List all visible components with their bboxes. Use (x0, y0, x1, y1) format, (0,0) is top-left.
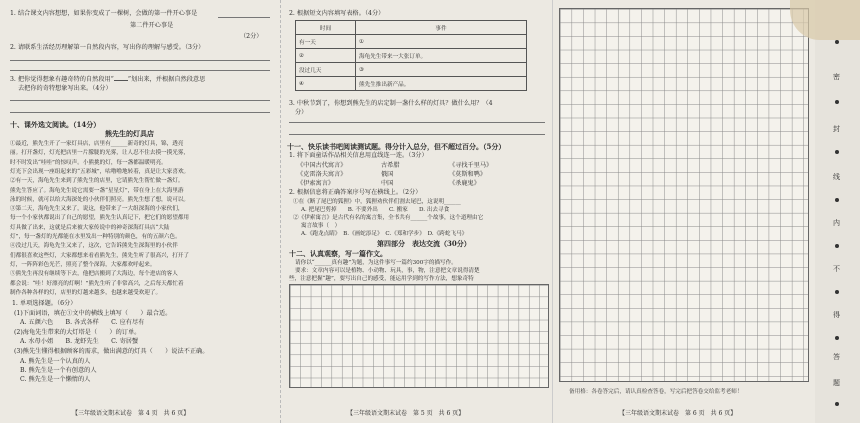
mc-section-title: 1. 单项选择题。（6分） (12, 300, 77, 307)
mc-question-1: (1)下面词语，填在①文中的横线上填写（ ）最合适。 (14, 310, 172, 317)
page-footer: 【三年级语文期末试卷 第 5 页 共 6 页】 (347, 410, 465, 417)
passage-line: 都会说：“哇！好漂亮的灯啊！”熊先生听了非常高兴，之后每天都忙着 (10, 280, 184, 287)
passage-line: 时不时发出“哇哇”的惊叹声。小熊挑的灯，每一盏都温暖明亮。 (10, 159, 167, 166)
answer-line[interactable] (289, 134, 545, 135)
check-note: 备用格：各卷答完后，请认真检查答卷，写完后把答卷交给监考老师！ (569, 389, 743, 395)
question-3: 3. 把你觉得想象有趣奇特的自然段用“ ”划出来，并根据自然段意思 (10, 76, 206, 83)
table-row: 没过几天 ③ (296, 63, 527, 77)
seal-char: 得 (833, 311, 840, 319)
match-right-1: 《寻找千里马》 (449, 162, 493, 169)
match-mid-3: 中国 (381, 180, 394, 187)
match-right-3: 《杀鹿鬼》 (449, 180, 480, 187)
page-5 (280, 0, 552, 423)
page-footer: 【三年级语文期末试卷 第 4 页 共 6 页】 (72, 410, 190, 417)
composition-grid[interactable] (289, 284, 549, 388)
page-footer: 【三年级语文期末试卷 第 6 页 共 6 页】 (619, 410, 737, 417)
match-left-2: 《克雷洛夫寓言》 (297, 171, 347, 178)
seal-dot (835, 198, 839, 202)
match-left-3: 《伊索寓言》 (297, 180, 335, 187)
question-2: 2. 根据短文内容填写表格。（4分） (289, 10, 385, 17)
question-3-cont: 去把你的奇特想象写出来。（4分） (18, 85, 112, 92)
answer-line[interactable] (10, 112, 270, 113)
page-4 (0, 0, 278, 423)
passage-line: ④没过几天，海龟先生又来了，这次，它告诉熊先生深海里的小伙伴 (10, 243, 178, 250)
answer-line[interactable] (10, 70, 270, 71)
answer-line[interactable] (218, 17, 270, 18)
table-row: ② 海龟先生带来一大张订单。 (296, 49, 527, 63)
passage-line: 灯光下会出现一座组起来的“五彩城”，咕噜噜地转着，真是让大家喜欢。 (10, 168, 190, 175)
seal-dot (835, 244, 839, 248)
table-header: 时间 (296, 21, 356, 35)
passage-line: 们都很喜欢这些灯，大家都想来看看熊先生，熊先生听了很高兴，打开了 (10, 252, 190, 259)
composition-prompt-1: 请你以“______真有趣”为题，为这件事写一篇约300字的描写作。 (295, 260, 457, 266)
passage-line: 灯，一阵阵彩色光芒，照亮了整个深海，大家都欢呼起来。 (10, 261, 156, 268)
section-11-q2b: A. 把尾巴剪掉 B. 不要外出 C. 搬家 D. 出去寻食 (301, 207, 450, 213)
part-4-title: 第四部分 表达交流（30分） (377, 239, 471, 248)
passage-title: 熊先生的灯具店 (105, 129, 154, 138)
section-12-title: 十二、认真观察，写一篇作文。 (289, 249, 387, 258)
seal-char: 题 (833, 379, 840, 387)
question-3: 3. 中秋节到了，你想到熊先生的店定制一盏什么样的灯具？做什么用？（4 (289, 100, 493, 107)
seal-line-margin (815, 0, 860, 423)
mc-question-2: (2)海龟先生带来的大灯塔是（ ）的订单。 (14, 329, 141, 336)
seal-dot (835, 290, 839, 294)
composition-grid-continued[interactable] (559, 8, 809, 382)
match-right-2: 《莫斯和鸭》 (449, 171, 487, 178)
passage-line: ③第二天，海龟先生又来了，说这，他带来了一大组深海的小家伙们， (10, 206, 184, 213)
seal-char: 不 (833, 265, 840, 273)
mc-question-3: (3)熊先生懂得根据顾客的需求，做出满意的灯具（ ）说法不正确。 (14, 348, 209, 355)
seal-dot (835, 336, 839, 340)
seal-char: 线 (833, 173, 840, 181)
passage-line: 丽。打开盏灯，灯光把店里一片朦胧的光雾，让人忍不住去摸一摸光雾， (10, 150, 190, 157)
question-1: 1. 结合课文内容想想，如果你变成了一棵树，会做的第一件开心事是 (10, 10, 198, 17)
question-2: 2. 请联系生活经历理解第一自然段内容，写出你的理解与感受。（3分） (10, 44, 205, 51)
seal-dot (835, 100, 839, 104)
composition-prompt-3: 些，注意把握“趣”，要写出自己的感受，能运用学到的写作方法，想象奇特 (289, 276, 474, 282)
seal-char: 内 (833, 219, 840, 227)
table-row: 有一天 ① (296, 35, 527, 49)
mc-options-1: A. 五颜六色 B. 各式各样 C. 应有尽有 (20, 319, 145, 326)
seal-char: 封 (833, 125, 840, 133)
match-mid-1: 古希腊 (381, 162, 400, 169)
question-1-tail: 第二件开心事是 (130, 22, 174, 29)
passage-line: ⑤熊先生再没有继续等下去，他把店搬到了大海边，每个进店的客人 (10, 271, 178, 278)
seal-dot (835, 40, 839, 44)
section-11-q2: 2. 根据信息将正确答案序号写在横线上。（2分） (289, 189, 422, 196)
passage-line: 每一个小家伙都说出了自己的愿望，熊先生认真记下，把它们的愿望都用 (10, 215, 190, 222)
section-11-q1: 1. 将下面童话作品相关信息用直线连一连。（3分） (289, 152, 428, 159)
match-left-1: 《中国古代寓言》 (297, 162, 347, 169)
passage-line: 制作各种各样的灯，店里的灯越来越多，也越来越受欢迎了。 (10, 289, 162, 296)
table-row: ④ 熊先生推出新产品。 (296, 77, 527, 91)
page-6 (552, 0, 860, 423)
table-header: 事件 (356, 21, 527, 35)
event-table (295, 20, 527, 91)
passage-line: 泳的时候，就可以给大海深处的小伙伴们照亮。熊先生想了想，说可以。 (10, 196, 190, 203)
seal-char: 答 (833, 353, 840, 361)
passage-line: 灯具做了出来，这就是后来被大家传说中的神奇深海灯具店“大陆 (10, 224, 170, 231)
composition-prompt-2: 要求：文章内容可以是植物、小动物、玩具，事，物，注意把文章说得清楚 (295, 268, 480, 274)
section-11-title: 十一、快乐读书吧阅读测试题。得分计入总分，但不超过百分。（5分） (287, 142, 506, 151)
seal-dot (835, 150, 839, 154)
seal-dot (835, 402, 839, 406)
mc-option-3c: C. 熊先生是一个懒惰的人 (20, 376, 91, 383)
answer-line[interactable] (289, 122, 545, 123)
mc-option-3b: B. 熊先生是一个有创意的人 (20, 367, 97, 374)
match-mid-2: 俄国 (381, 171, 394, 178)
answer-line[interactable] (10, 100, 270, 101)
section-11-q2a: ①在《断了尾巴的狐狸》中，狐狸劝伙伴们割去尾巴，这说明______ (293, 199, 461, 205)
mc-option-3a: A. 熊先生是一个认真的人 (20, 358, 91, 365)
section-11-q2d: 寓言故事（ ） (301, 223, 341, 229)
section-10-title: 十、课外选文阅读。（14分） (10, 120, 101, 129)
answer-line[interactable] (10, 60, 270, 61)
passage-line: ②有一天，海龟先生来到了熊先生的店里，它请熊先生帮忙做一盏灯。 (10, 178, 184, 185)
passage-line: 熊先生答应了。海龟先生说它需要一盏“星星灯”，带在身上在大海里游 (10, 187, 184, 194)
seal-char: 密 (833, 73, 840, 81)
section-11-q2c: ②《伊索寓言》是古代有名的寓言集，全书共有______个故事，这个道理由它 (293, 215, 484, 221)
passage-line: 灯”，每一盏灯的光都能在水里发出一种特别的颜色，有的五颜六色。 (10, 234, 181, 240)
question-3-cont: 分） (295, 109, 308, 116)
passage-line: ①最近，熊先生开了一家灯具店，店里有______新奇的灯具，锦，透亮 (10, 141, 184, 147)
section-11-q2e: A.《跑龙点睛》 B.《画蛇添足》 C.《郑和学步》 D.《跨蛇飞马》 (301, 231, 468, 237)
mc-options-2: A. 水母小姐 B. 龙虾先生 C. 寄居蟹 (20, 338, 139, 345)
question-1-score: （2分） (240, 33, 263, 40)
